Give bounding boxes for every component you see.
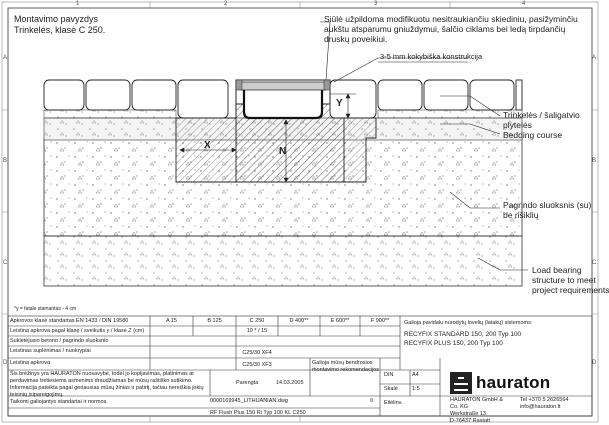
drawn-label: Parengta	[236, 380, 259, 386]
company-line-3: D-76437 Rastatt	[450, 418, 491, 424]
din-label: DIN	[384, 372, 394, 378]
drawing-title-line-1: Montavimo pavyzdys	[14, 14, 99, 24]
product-line-2: RECYFIX PLUS 150, 200 Typ 100	[404, 340, 503, 347]
class-c250: C 250	[249, 318, 265, 324]
grid-ref-2: 2	[224, 1, 228, 7]
load-bearing-callout	[532, 265, 609, 295]
scale-value: 1:5	[412, 386, 420, 392]
grid-ref-d-right: D	[592, 360, 597, 366]
legal-note-1: Šis brėžinys yra HAURATON nuosavybė, todėl jo kopijavimas, platinimas ar perdavimas tretiesiems asmenims draudžiamas be mūsų raštiško sutikimo.	[10, 371, 195, 384]
grid-ref-c: C	[3, 260, 8, 266]
load-bearing-callout-line-1: Load bearing	[532, 265, 582, 275]
class-a15: A 15	[165, 318, 177, 324]
tolerance-label: Leistinas suplėnimas / nuokrypiai	[10, 348, 91, 354]
grid-ref-1: 1	[76, 1, 80, 7]
mortar-callout-line-1: Siūlė užpildoma modifikuotu nesitraukiančiu skiediniu, pasižyminčiu	[324, 14, 578, 24]
grid-ref-b-right: B	[592, 158, 597, 164]
class-e600: E 600**	[330, 318, 350, 324]
product-note: Galioja pavidalu nurodytų lovelių (latakų) sistemoms:	[404, 320, 533, 326]
load-bearing-callout-line-2: structure to meet	[532, 275, 596, 285]
din-value: A4	[412, 372, 419, 378]
grid-ref-3: 3	[374, 1, 378, 7]
company-contact	[520, 397, 590, 411]
dimension-y-label: Y	[336, 98, 343, 109]
sheet-label: Eilėlinv.	[384, 400, 403, 406]
product-line-1: RECYFIX STANDARD 150, 200 Typ 100	[404, 331, 522, 338]
mortar-callout-line-3: druskų poveikiui.	[324, 34, 388, 44]
company-line-1: HAURATON GmbH & Co. KG	[450, 397, 503, 410]
class-f900: F 900**	[370, 318, 390, 324]
grid-ref-c-right: C	[592, 260, 597, 266]
footnote: *y = fatale stamantas - 4 cm	[14, 306, 77, 312]
dimension-n-label: N	[279, 146, 287, 157]
revision-zero: 0	[370, 398, 374, 404]
file-name: 0000169945_LITHUANIAN.dwg	[210, 398, 288, 404]
c250-value-1: 10 * / 15	[246, 328, 268, 334]
contact-line-1: Tel +370 5 2626564	[520, 397, 569, 403]
mortar-callout	[324, 14, 578, 44]
company-address	[450, 397, 510, 425]
pavers-callout-line-1: Trinkelės / šaligatvio	[503, 110, 580, 120]
dimension-x-label: X	[204, 140, 211, 151]
concrete-label: Sukietėjusio betono / pagrindo sluoksnio	[10, 338, 109, 344]
allowed-load-label: Leistina apkrova pagal klasę / sveikutis y / klasė Z (cm)	[10, 328, 145, 334]
drawing-description: RF Flush Plus 150 Ri Typ 100 KL C250	[210, 410, 306, 416]
pavers-callout-line-2: plytelės	[503, 120, 532, 130]
legal-note-3: Taikomi galiojantys standartai ir normos.	[10, 399, 108, 405]
grid-ref-d: D	[3, 360, 8, 366]
base-callout-line-2: be rišiklių	[503, 210, 539, 220]
grid-ref-b: B	[3, 158, 8, 164]
drainage-channel	[236, 80, 330, 118]
load-bearing-callout-line-3: project requirements	[532, 285, 609, 295]
base-callout	[503, 200, 591, 220]
class-d400: D 400**	[289, 318, 309, 324]
kerb-callout: 3-5 mm kokybiška konstrukcija	[380, 52, 483, 61]
scale-label: Skalė	[384, 386, 398, 392]
mortar-callout-line-2: aukštu atsparumu gniuždymui, šalčio ciklams bei ledą tirpdančių	[324, 24, 566, 34]
legal-note-2: Informacija pateikta pagal geriausias mūsų žinias ir patirtį, tačiau nereiškia jokių teisinių įsipareigojimų.	[10, 385, 204, 398]
c250-value-3: C25/30 XF3	[242, 362, 272, 368]
grid-ref-a-right: A	[592, 55, 597, 61]
permitted-load-label: Leistina apkrova	[10, 360, 51, 366]
load-bearing-layer	[44, 236, 522, 286]
pavers-callout	[503, 110, 580, 130]
general-recommendations: Galioja mūsų bendrosios montavimo rekomendacijos	[312, 360, 379, 373]
date-value: 14.03.2005	[276, 380, 304, 386]
grid-ref-a: A	[3, 55, 8, 61]
company-line-2: Werkstraße 13	[450, 411, 486, 417]
drawing-title	[14, 14, 105, 36]
load-class-label: Apkrovos klasė standartas EN 1433 / DIN 19580	[10, 318, 129, 324]
drawing-title-line-2: Trinkelės, klasė C 250.	[14, 25, 106, 35]
c250-value-2: C25/30 XF4	[242, 350, 272, 356]
class-b125: B 125	[207, 318, 222, 324]
grid-ref-4: 4	[522, 1, 526, 7]
grate	[240, 82, 326, 90]
bedding-callout: Bedding course	[503, 130, 563, 140]
brand-name: hauraton	[476, 373, 551, 392]
legal-notes	[10, 371, 208, 406]
base-callout-line-1: Pagrindo sluoksnis (su)	[503, 200, 592, 210]
hauraton-logo-icon	[450, 372, 472, 394]
contact-line-2: info@hauraton.lt	[520, 404, 561, 410]
